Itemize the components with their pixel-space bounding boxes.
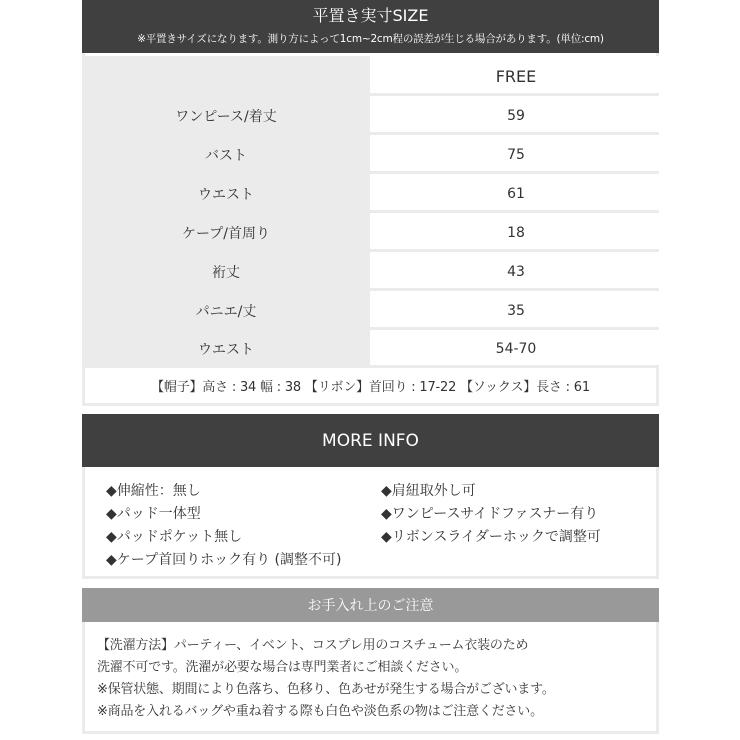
info-item: ◆パッドポケット無し xyxy=(106,529,243,545)
table-row xyxy=(82,330,659,368)
table-row xyxy=(82,96,659,135)
table-row xyxy=(82,135,659,174)
accessory-sizes: 【帽子】高さ : 34 幅 : 38 【リボン】首回り : 17-22 【ソックス】長さ : 61 xyxy=(151,379,590,395)
table-row xyxy=(82,174,659,213)
care-line: ※保管状態、期間により色落ち、色移り、色あせが発生する場合がございます。 xyxy=(97,682,555,697)
row-value: 35 xyxy=(373,291,659,330)
table-row xyxy=(82,291,659,330)
row-label: ウエスト xyxy=(82,330,370,368)
size-note: ※平置きサイズになります。測り方によって1cm~2cm程の誤差が生じる場合があります。(単位:cm) xyxy=(137,33,604,45)
care-line: 【洗濯方法】パーティー、イベント、コスプレ用のコスチューム衣装のため xyxy=(97,638,529,653)
size-title: 平置き実寸SIZE xyxy=(312,6,429,25)
size-header xyxy=(82,0,659,53)
row-label: ワンピース/着丈 xyxy=(82,96,370,135)
info-item: ◆ワンピースサイドファスナー有り xyxy=(381,506,599,522)
row-label: ケープ/首周り xyxy=(82,213,370,252)
row-label: 裄丈 xyxy=(82,252,370,291)
info-item: ◆リボンスライダーホックで調整可 xyxy=(381,529,601,545)
column-header-free: FREE xyxy=(373,56,659,96)
row-value: 54-70 xyxy=(373,330,659,368)
table-row xyxy=(82,252,659,291)
care-line: ※商品を入れるバッグや重ね着する際も白色や淡色系の物はご注意ください。 xyxy=(97,704,543,719)
table-row xyxy=(82,213,659,252)
row-value: 75 xyxy=(373,135,659,174)
row-value: 59 xyxy=(373,96,659,135)
row-value: 43 xyxy=(373,252,659,291)
more-info-header: MORE INFO xyxy=(82,414,659,467)
info-item: ◆ケープ首回りホック有り (調整不可) xyxy=(106,552,342,568)
row-value: 18 xyxy=(373,213,659,252)
row-label: バスト xyxy=(82,135,370,174)
row-label: ウエスト xyxy=(82,174,370,213)
care-line: 洗濯不可です。洗濯が必要な場合は専門業者にご相談ください。 xyxy=(97,660,468,675)
row-value: 61 xyxy=(373,174,659,213)
table-header-row xyxy=(82,56,659,96)
row-label: パニエ/丈 xyxy=(82,291,370,330)
care-header: お手入れ上のご注意 xyxy=(82,588,659,622)
info-item: ◆パッド一体型 xyxy=(106,506,201,522)
info-item: ◆肩紐取外し可 xyxy=(381,483,476,499)
info-item: ◆伸縮性：無し xyxy=(106,483,201,499)
